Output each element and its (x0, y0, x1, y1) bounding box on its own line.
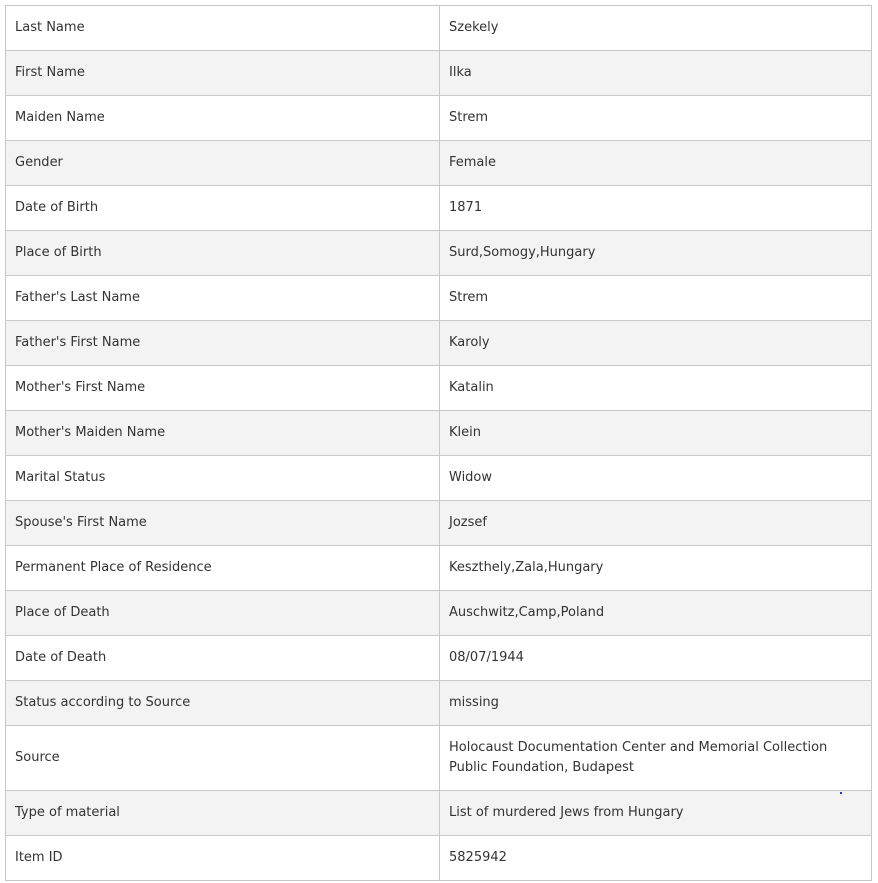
table-row (6, 591, 872, 636)
table-row (6, 456, 872, 501)
row-label: Maiden Name (6, 96, 440, 141)
row-label: Father's Last Name (6, 276, 440, 321)
row-label: Gender (6, 141, 440, 186)
row-value: Keszthely,Zala,Hungary (440, 546, 872, 591)
table-row (6, 96, 872, 141)
row-label: Type of material (6, 791, 440, 836)
cursor-dot (840, 792, 842, 794)
row-value: Ilka (440, 51, 872, 96)
row-label: Mother's Maiden Name (6, 411, 440, 456)
row-value: 5825942 (440, 836, 872, 881)
row-label: Marital Status (6, 456, 440, 501)
row-label: Father's First Name (6, 321, 440, 366)
row-label: First Name (6, 51, 440, 96)
record-details (5, 5, 872, 881)
row-value: Klein (440, 411, 872, 456)
row-value: missing (440, 681, 872, 726)
row-value: Strem (440, 96, 872, 141)
table-row (6, 636, 872, 681)
table-row (6, 231, 872, 276)
row-value: Female (440, 141, 872, 186)
record-table (5, 5, 872, 881)
row-value: Szekely (440, 6, 872, 51)
table-row (6, 276, 872, 321)
row-value: Auschwitz,Camp,Poland (440, 591, 872, 636)
table-row (6, 366, 872, 411)
row-label: Place of Death (6, 591, 440, 636)
row-label: Permanent Place of Residence (6, 546, 440, 591)
row-label: Date of Death (6, 636, 440, 681)
row-value: Jozsef (440, 501, 872, 546)
row-label: Last Name (6, 6, 440, 51)
table-row (6, 51, 872, 96)
row-value: List of murdered Jews from Hungary (440, 791, 872, 836)
row-label: Status according to Source (6, 681, 440, 726)
row-label: Source (6, 726, 440, 791)
table-row (6, 321, 872, 366)
row-value: Katalin (440, 366, 872, 411)
row-value: Widow (440, 456, 872, 501)
table-row (6, 726, 872, 791)
table-row (6, 836, 872, 881)
table-row (6, 501, 872, 546)
row-value: Karoly (440, 321, 872, 366)
row-label: Place of Birth (6, 231, 440, 276)
table-row (6, 791, 872, 836)
row-label: Date of Birth (6, 186, 440, 231)
row-label: Mother's First Name (6, 366, 440, 411)
row-value: Strem (440, 276, 872, 321)
table-row (6, 546, 872, 591)
row-label: Spouse's First Name (6, 501, 440, 546)
row-value: 08/07/1944 (440, 636, 872, 681)
row-value: Surd,Somogy,Hungary (440, 231, 872, 276)
row-value: Holocaust Documentation Center and Memorial Collection Public Foundation, Budapest (440, 726, 872, 791)
table-row (6, 411, 872, 456)
row-label: Item ID (6, 836, 440, 881)
table-row (6, 141, 872, 186)
table-row (6, 186, 872, 231)
row-value: 1871 (440, 186, 872, 231)
table-row (6, 681, 872, 726)
table-row (6, 6, 872, 51)
